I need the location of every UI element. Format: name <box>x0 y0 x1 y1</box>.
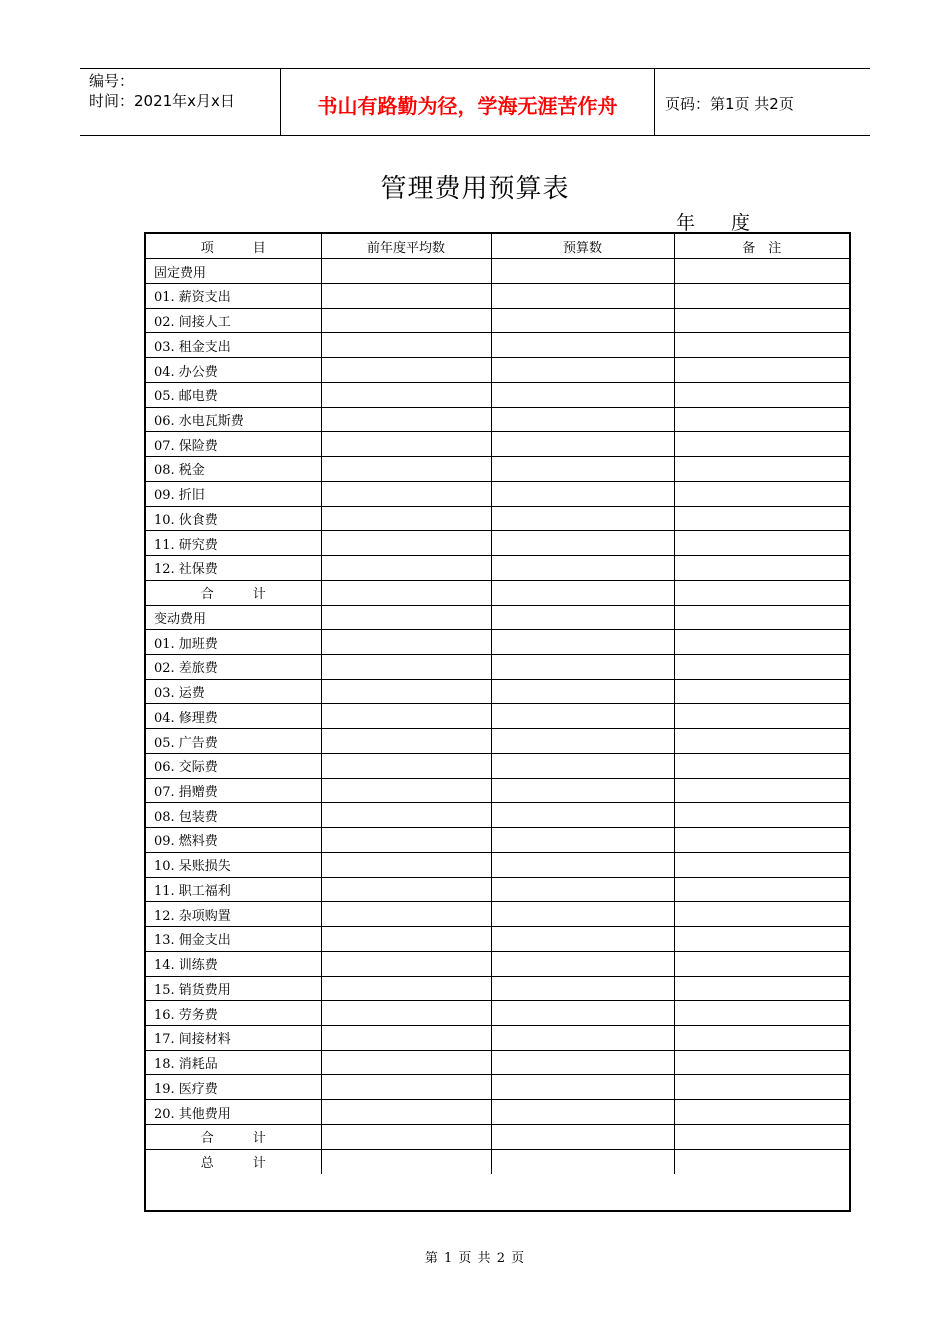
previous-average-cell[interactable] <box>321 654 491 679</box>
remarks-cell[interactable] <box>674 333 849 358</box>
section-label: 变动费用 <box>146 605 321 630</box>
remarks-cell[interactable] <box>674 902 849 927</box>
item-label: 01. 薪资支出 <box>146 283 321 308</box>
budget-cell[interactable] <box>491 630 674 655</box>
table-row <box>146 556 849 581</box>
previous-average-cell[interactable] <box>321 531 491 556</box>
item-label: 05. 邮电费 <box>146 382 321 407</box>
table-row <box>146 927 849 952</box>
item-label: 18. 消耗品 <box>146 1050 321 1075</box>
budget-cell[interactable] <box>491 556 674 581</box>
remarks-cell[interactable] <box>674 976 849 1001</box>
table-row <box>146 1149 849 1174</box>
item-label: 04. 修理费 <box>146 704 321 729</box>
total-label: 合 计 <box>146 580 321 605</box>
column-header-previous-average: 前年度平均数 <box>321 234 491 259</box>
table-row <box>146 432 849 457</box>
remarks-cell[interactable] <box>674 259 849 284</box>
table-row <box>146 654 849 679</box>
budget-table-frame <box>144 232 851 1212</box>
table-row <box>146 729 849 754</box>
table-row <box>146 1050 849 1075</box>
budget-cell[interactable] <box>491 1100 674 1125</box>
previous-average-cell[interactable] <box>321 753 491 778</box>
table-row <box>146 358 849 383</box>
remarks-cell[interactable] <box>674 407 849 432</box>
previous-average-cell[interactable] <box>321 382 491 407</box>
table-row <box>146 333 849 358</box>
item-label: 19. 医疗费 <box>146 1075 321 1100</box>
previous-average-cell[interactable] <box>321 828 491 853</box>
header-motto: 书山有路勤为径，学海无涯苦作舟 <box>281 69 655 135</box>
remarks-cell[interactable] <box>674 679 849 704</box>
budget-cell[interactable] <box>491 679 674 704</box>
budget-cell[interactable] <box>491 358 674 383</box>
previous-average-cell[interactable] <box>321 407 491 432</box>
previous-average-cell[interactable] <box>321 481 491 506</box>
previous-average-cell[interactable] <box>321 333 491 358</box>
budget-cell[interactable] <box>491 1124 674 1149</box>
previous-average-cell[interactable] <box>321 852 491 877</box>
table-row <box>146 1026 849 1051</box>
budget-cell[interactable] <box>491 407 674 432</box>
previous-average-cell[interactable] <box>321 1050 491 1075</box>
budget-cell[interactable] <box>491 951 674 976</box>
previous-average-cell[interactable] <box>321 283 491 308</box>
item-label: 17. 间接材料 <box>146 1026 321 1051</box>
previous-average-cell[interactable] <box>321 877 491 902</box>
document-time-label: 时间：2021年x月x日 <box>89 92 235 110</box>
table-row <box>146 308 849 333</box>
remarks-cell[interactable] <box>674 283 849 308</box>
remarks-cell[interactable] <box>674 1100 849 1125</box>
budget-cell[interactable] <box>491 333 674 358</box>
previous-average-cell[interactable] <box>321 605 491 630</box>
remarks-cell[interactable] <box>674 556 849 581</box>
previous-average-cell[interactable] <box>321 704 491 729</box>
previous-average-cell[interactable] <box>321 778 491 803</box>
remarks-cell[interactable] <box>674 729 849 754</box>
budget-cell[interactable] <box>491 283 674 308</box>
budget-cell[interactable] <box>491 1026 674 1051</box>
table-row <box>146 877 849 902</box>
item-label: 20. 其他费用 <box>146 1100 321 1125</box>
budget-cell[interactable] <box>491 506 674 531</box>
budget-cell[interactable] <box>491 803 674 828</box>
previous-average-cell[interactable] <box>321 358 491 383</box>
item-label: 08. 税金 <box>146 457 321 482</box>
budget-cell[interactable] <box>491 382 674 407</box>
item-label: 03. 运费 <box>146 679 321 704</box>
budget-cell[interactable] <box>491 1149 674 1174</box>
remarks-cell[interactable] <box>674 358 849 383</box>
table-body <box>146 259 849 1174</box>
previous-average-cell[interactable] <box>321 506 491 531</box>
previous-average-cell[interactable] <box>321 580 491 605</box>
document-number-label: 编号： <box>89 72 135 90</box>
remarks-cell[interactable] <box>674 951 849 976</box>
previous-average-cell[interactable] <box>321 1100 491 1125</box>
remarks-cell[interactable] <box>674 382 849 407</box>
budget-cell[interactable] <box>491 778 674 803</box>
table-row <box>146 407 849 432</box>
item-label: 15. 销货费用 <box>146 976 321 1001</box>
budget-cell[interactable] <box>491 704 674 729</box>
previous-average-cell[interactable] <box>321 432 491 457</box>
item-label: 11. 职工福利 <box>146 877 321 902</box>
item-label: 07. 捐赠费 <box>146 778 321 803</box>
previous-average-cell[interactable] <box>321 951 491 976</box>
table-row <box>146 605 849 630</box>
item-label: 02. 差旅费 <box>146 654 321 679</box>
table-row <box>146 1001 849 1026</box>
previous-average-cell[interactable] <box>321 729 491 754</box>
budget-cell[interactable] <box>491 654 674 679</box>
previous-average-cell[interactable] <box>321 259 491 284</box>
table-row <box>146 259 849 284</box>
remarks-cell[interactable] <box>674 803 849 828</box>
table-row <box>146 531 849 556</box>
budget-cell[interactable] <box>491 580 674 605</box>
budget-table <box>146 234 849 1174</box>
total-label: 总 计 <box>146 1149 321 1174</box>
previous-average-cell[interactable] <box>321 927 491 952</box>
item-label: 12. 社保费 <box>146 556 321 581</box>
budget-cell[interactable] <box>491 1001 674 1026</box>
table-header-row <box>146 234 849 259</box>
remarks-cell[interactable] <box>674 531 849 556</box>
previous-average-cell[interactable] <box>321 803 491 828</box>
budget-cell[interactable] <box>491 753 674 778</box>
item-label: 02. 间接人工 <box>146 308 321 333</box>
column-header-budget: 预算数 <box>491 234 674 259</box>
remarks-cell[interactable] <box>674 1026 849 1051</box>
item-label: 06. 交际费 <box>146 753 321 778</box>
item-label: 04. 办公费 <box>146 358 321 383</box>
previous-average-cell[interactable] <box>321 679 491 704</box>
header-page-info: 页码：第1页 共2页 <box>665 94 794 113</box>
remarks-cell[interactable] <box>674 580 849 605</box>
previous-average-cell[interactable] <box>321 630 491 655</box>
item-label: 12. 杂项购置 <box>146 902 321 927</box>
previous-average-cell[interactable] <box>321 1026 491 1051</box>
previous-average-cell[interactable] <box>321 1075 491 1100</box>
remarks-cell[interactable] <box>674 828 849 853</box>
remarks-cell[interactable] <box>674 630 849 655</box>
total-label: 合 计 <box>146 1124 321 1149</box>
item-label: 07. 保险费 <box>146 432 321 457</box>
budget-cell[interactable] <box>491 457 674 482</box>
previous-average-cell[interactable] <box>321 308 491 333</box>
page-footer: 第 1 页 共 2 页 <box>424 1251 526 1266</box>
remarks-cell[interactable] <box>674 1050 849 1075</box>
column-header-item: 项 目 <box>146 234 321 259</box>
remarks-cell[interactable] <box>674 1075 849 1100</box>
budget-cell[interactable] <box>491 828 674 853</box>
table-row <box>146 283 849 308</box>
previous-average-cell[interactable] <box>321 902 491 927</box>
table-row <box>146 1124 849 1149</box>
remarks-cell[interactable] <box>674 1149 849 1174</box>
previous-average-cell[interactable] <box>321 1001 491 1026</box>
table-row <box>146 457 849 482</box>
table-row <box>146 852 849 877</box>
budget-cell[interactable] <box>491 308 674 333</box>
remarks-cell[interactable] <box>674 1001 849 1026</box>
item-label: 06. 水电瓦斯费 <box>146 407 321 432</box>
previous-average-cell[interactable] <box>321 976 491 1001</box>
remarks-cell[interactable] <box>674 877 849 902</box>
budget-cell[interactable] <box>491 1075 674 1100</box>
remarks-cell[interactable] <box>674 506 849 531</box>
remarks-cell[interactable] <box>674 605 849 630</box>
remarks-cell[interactable] <box>674 654 849 679</box>
budget-cell[interactable] <box>491 432 674 457</box>
remarks-cell[interactable] <box>674 1124 849 1149</box>
item-label: 13. 佣金支出 <box>146 927 321 952</box>
year-label: 年度 <box>676 212 787 234</box>
table-row <box>146 506 849 531</box>
item-label: 03. 租金支出 <box>146 333 321 358</box>
item-label: 16. 劳务费 <box>146 1001 321 1026</box>
remarks-cell[interactable] <box>674 927 849 952</box>
page-title: 管理费用预算表 <box>380 174 570 204</box>
budget-cell[interactable] <box>491 605 674 630</box>
budget-cell[interactable] <box>491 531 674 556</box>
table-row <box>146 951 849 976</box>
item-label: 05. 广告费 <box>146 729 321 754</box>
table-row <box>146 828 849 853</box>
column-header-remarks: 备 注 <box>674 234 849 259</box>
header-meta <box>80 69 281 135</box>
table-row <box>146 753 849 778</box>
budget-cell[interactable] <box>491 877 674 902</box>
remarks-cell[interactable] <box>674 308 849 333</box>
item-label: 09. 燃料费 <box>146 828 321 853</box>
previous-average-cell[interactable] <box>321 1149 491 1174</box>
previous-average-cell[interactable] <box>321 556 491 581</box>
table-row <box>146 630 849 655</box>
budget-cell[interactable] <box>491 902 674 927</box>
remarks-cell[interactable] <box>674 457 849 482</box>
item-label: 14. 训练费 <box>146 951 321 976</box>
item-label: 01. 加班费 <box>146 630 321 655</box>
remarks-cell[interactable] <box>674 432 849 457</box>
table-row <box>146 1100 849 1125</box>
budget-cell[interactable] <box>491 259 674 284</box>
item-label: 08. 包装费 <box>146 803 321 828</box>
table-row <box>146 778 849 803</box>
document-header <box>80 68 870 136</box>
table-row <box>146 902 849 927</box>
item-label: 10. 伙食费 <box>146 506 321 531</box>
budget-cell[interactable] <box>491 481 674 506</box>
budget-cell[interactable] <box>491 852 674 877</box>
table-row <box>146 803 849 828</box>
previous-average-cell[interactable] <box>321 1124 491 1149</box>
table-row <box>146 580 849 605</box>
budget-cell[interactable] <box>491 729 674 754</box>
section-label: 固定费用 <box>146 259 321 284</box>
table-row <box>146 679 849 704</box>
remarks-cell[interactable] <box>674 852 849 877</box>
budget-cell[interactable] <box>491 927 674 952</box>
table-row <box>146 481 849 506</box>
remarks-cell[interactable] <box>674 778 849 803</box>
remarks-cell[interactable] <box>674 704 849 729</box>
budget-cell[interactable] <box>491 976 674 1001</box>
budget-cell[interactable] <box>491 1050 674 1075</box>
item-label: 09. 折旧 <box>146 481 321 506</box>
table-row <box>146 382 849 407</box>
table-row <box>146 1075 849 1100</box>
item-label: 11. 研究费 <box>146 531 321 556</box>
remarks-cell[interactable] <box>674 481 849 506</box>
remarks-cell[interactable] <box>674 753 849 778</box>
item-label: 10. 呆账损失 <box>146 852 321 877</box>
table-row <box>146 976 849 1001</box>
table-row <box>146 704 849 729</box>
previous-average-cell[interactable] <box>321 457 491 482</box>
